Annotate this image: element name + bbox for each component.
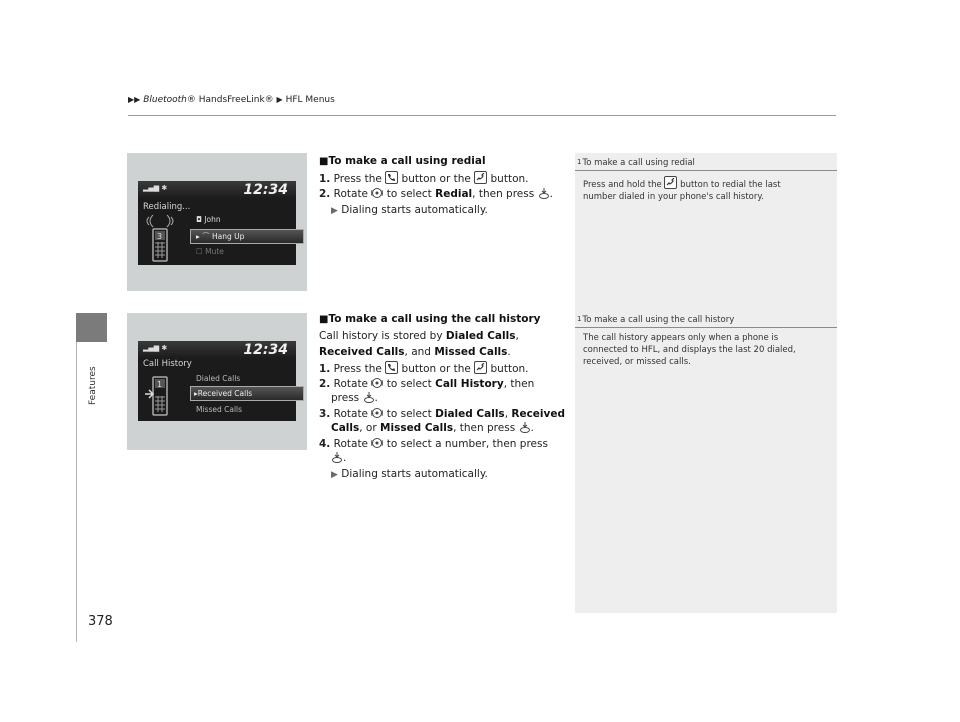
note-title-redial: 1To make a call using redial bbox=[577, 158, 695, 168]
phone-graphic-icon bbox=[143, 215, 183, 267]
redial-step-1: 1. Press the button or the button. bbox=[319, 173, 529, 185]
note-rule bbox=[575, 327, 837, 328]
call-history-step-4-cont: . bbox=[331, 451, 346, 467]
section-tab-rule bbox=[76, 342, 77, 642]
call-history-intro-1: Call history is stored by Dialed Calls, bbox=[319, 330, 519, 342]
call-history-step-2-cont: press . bbox=[331, 391, 378, 407]
breadcrumb bbox=[128, 95, 335, 105]
screen-title: Call History bbox=[143, 359, 192, 369]
breadcrumb-arrow: ▶ bbox=[276, 95, 283, 104]
press-knob-icon bbox=[331, 451, 343, 467]
screen-image-call-history bbox=[127, 313, 307, 450]
received-calls-option: ▸Received Calls bbox=[194, 389, 253, 398]
section-heading-redial: ■To make a call using redial bbox=[319, 155, 486, 167]
svg-text:1: 1 bbox=[157, 380, 163, 389]
redial-step-2: 2. Rotate to select Redial, then press . bbox=[319, 187, 553, 203]
call-history-step-3: 3. Rotate to select Dialed Calls, Received bbox=[319, 407, 565, 423]
selector-knob-icon bbox=[371, 437, 383, 453]
section-label: Features bbox=[88, 366, 98, 405]
signal-icon: ▂▄▆ ✱ bbox=[143, 184, 168, 192]
call-history-result: ▶ Dialing starts automatically. bbox=[331, 468, 488, 480]
call-history-step-3-cont: Calls, or Missed Calls, then press . bbox=[331, 421, 534, 437]
breadcrumb-hfl-menus: HFL Menus bbox=[285, 95, 335, 105]
svg-text:3: 3 bbox=[157, 232, 163, 241]
screen-title: Redialing... bbox=[143, 202, 191, 212]
clock: 12:34 bbox=[243, 342, 288, 358]
contact-name: ◘ John bbox=[196, 215, 221, 224]
page-number: 378 bbox=[88, 614, 113, 629]
redial-result: ▶ Dialing starts automatically. bbox=[331, 204, 488, 216]
call-history-step-4: 4. Rotate to select a number, then press bbox=[319, 437, 548, 453]
phone-hangup-button-icon bbox=[474, 171, 487, 184]
note-title-call-history: 1To make a call using the call history bbox=[577, 315, 735, 325]
phone-hangup-button-icon bbox=[474, 361, 487, 374]
press-knob-icon bbox=[538, 187, 550, 203]
dialed-calls-option: Dialed Calls bbox=[196, 374, 241, 383]
note-body-redial: Press and hold the button to redial the last number dialed in your phone's call history. bbox=[583, 176, 823, 203]
call-history-intro-2: Received Calls, and Missed Calls. bbox=[319, 346, 511, 358]
section-heading-call-history: ■To make a call using the call history bbox=[319, 313, 541, 325]
result-arrow-icon: ▶ bbox=[331, 470, 338, 480]
notes-column bbox=[575, 153, 837, 613]
phone-hangup-button-icon bbox=[664, 176, 677, 189]
phone-pickup-button-icon bbox=[385, 171, 398, 184]
press-knob-icon bbox=[363, 391, 375, 407]
breadcrumb-handsfreelink: ® HandsFreeLink® bbox=[186, 95, 274, 105]
breadcrumb-arrows: ▶▶ bbox=[128, 95, 141, 104]
signal-icon: ▂▄▆ ✱ bbox=[143, 344, 168, 352]
clock: 12:34 bbox=[243, 182, 288, 198]
phone-graphic-icon bbox=[143, 371, 183, 423]
press-knob-icon bbox=[519, 421, 531, 437]
result-arrow-icon: ▶ bbox=[331, 206, 338, 216]
note-body-call-history: The call history appears only when a phone is connected to HFL, and displays the last 20 dialed, received, or missed calls. bbox=[583, 333, 796, 367]
hang-up-option: ▸ ⌒ Hang Up bbox=[196, 232, 245, 241]
call-history-step-1: 1. Press the button or the button. bbox=[319, 363, 529, 375]
section-tab bbox=[76, 313, 107, 342]
screen-image-redial bbox=[127, 153, 307, 291]
missed-calls-option: Missed Calls bbox=[196, 405, 243, 414]
selector-knob-icon bbox=[371, 187, 383, 203]
mute-option: ☐ Mute bbox=[196, 247, 224, 256]
note-rule bbox=[575, 170, 837, 171]
call-history-step-2: 2. Rotate to select Call History, then bbox=[319, 377, 534, 393]
header-rule bbox=[128, 115, 836, 116]
breadcrumb-bluetooth: Bluetooth bbox=[143, 95, 187, 105]
phone-pickup-button-icon bbox=[385, 361, 398, 374]
